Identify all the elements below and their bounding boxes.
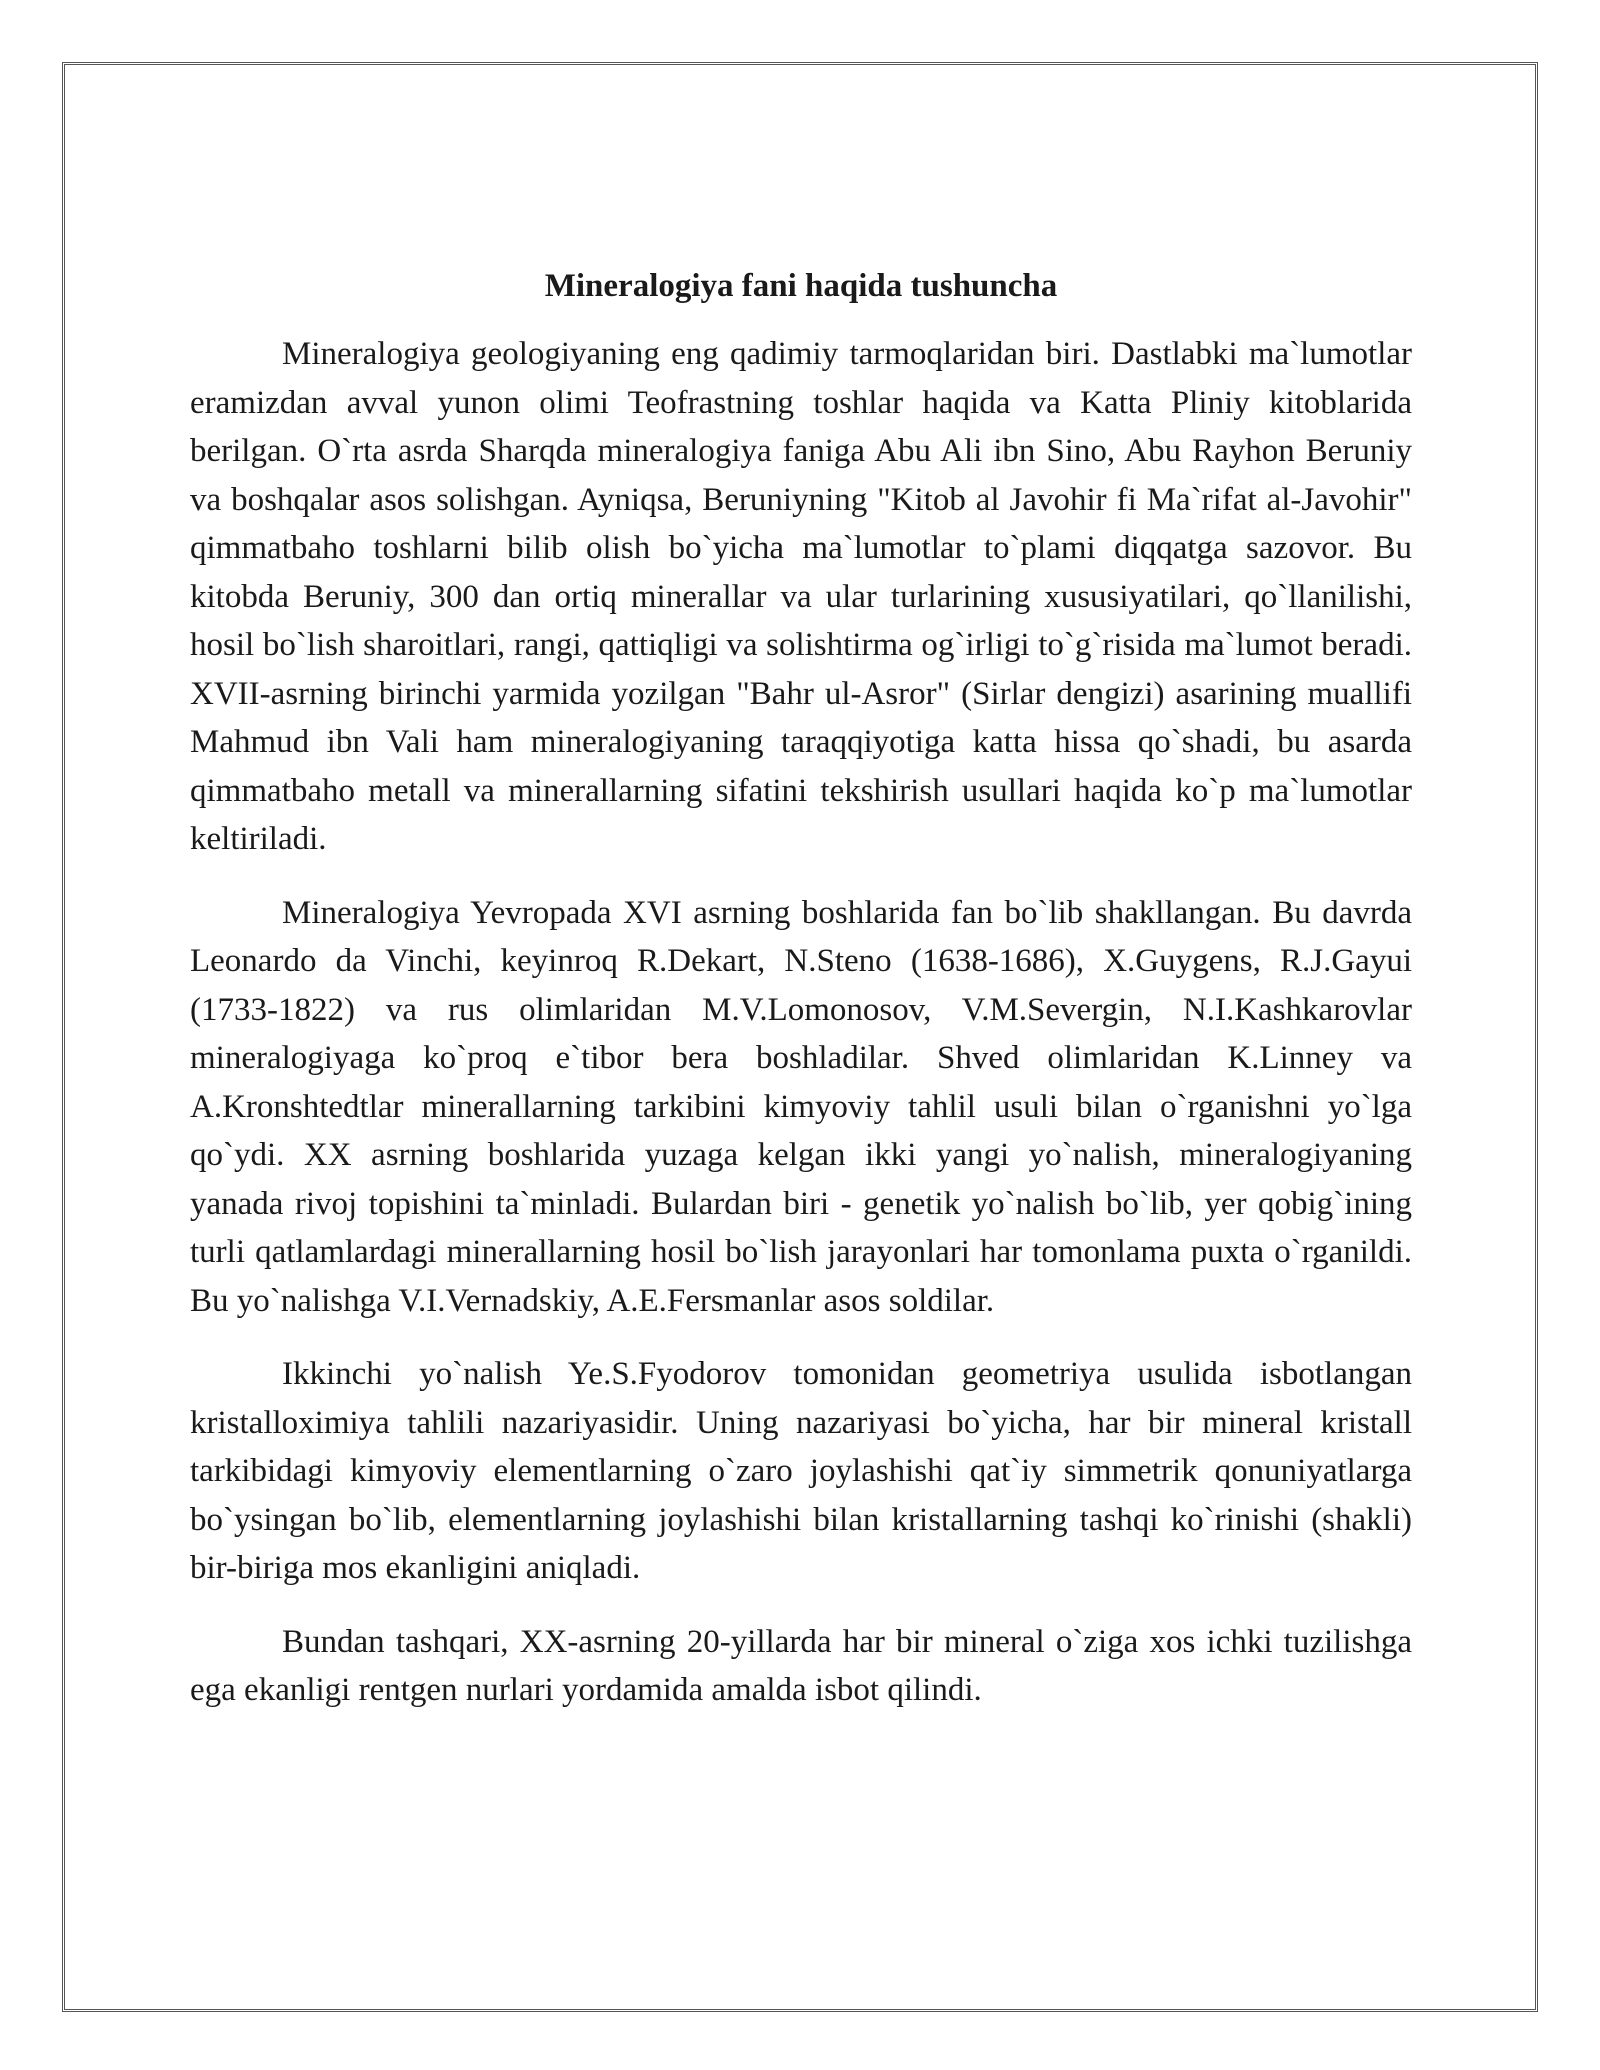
paragraph-xray: Bundan tashqari, XX-asrning 20-yillarda har bir mineral o`ziga xos ichki tuzilishga ega ekanligi rentgen nurlari yordamida amalda isbot qilindi. [190,1623,1412,1708]
paragraph-crystallochemistry: Ikkinchi yo`nalish Ye.S.Fyodorov tomonidan geometriya usulida isbotlangan kristalloximiya tahlili nazariyasidir. Uning nazariyasi bo`yicha, har bir mineral kristall tarkibidagi kimyoviy elementlarning o`zaro joylashishi qat`iy simmetrik qonuniyatlarga bo`ysingan bo`lib, elementlarning joylashishi bilan kristallarning tashqi ko`rinishi (shakli) bir-biriga mos ekanligini aniqladi. [190,1356,1412,1586]
document-body [190,262,1412,1740]
paragraph-history-east: Mineralogiya geologiyaning eng qadimiy tarmoqlaridan biri. Dastlabki ma`lumotlar eramizdan avval yunon olimi Teofrastning toshlar haqida va Katta Pliniy kitoblarida berilgan. O`rta asrda Sharqda mineralogiya faniga Abu Ali ibn Sino, Abu Rayhon Beruniy va boshqalar asos solishgan. Ayniqsa, Beruniyning "Kitob al Javohir fi Ma`rifat al-Javohir" qimmatbaho toshlarni bilib olish bo`yicha ma`lumotlar to`plami diqqatga sazovor. Bu kitobda Beruniy, 300 dan ortiq minerallar va ular turlarining xususiyatilari, qo`llanilishi, hosil bo`lish sharoitlari, rangi, qattiqligi va solishtirma og`irligi to`g`risida ma`lumot beradi. XVII-asrning birinchi yarmida yozilgan "Bahr ul-Asror" (Sirlar dengizi) asarining muallifi Mahmud ibn Vali ham mineralogiyaning taraqqiyotiga katta hissa qo`shadi, bu asarda qimmatbaho metall va minerallarning sifatini tekshirish usullari haqida ko`p ma`lumotlar keltiriladi. [190,336,1412,857]
document-title: Mineralogiya fani haqida tushuncha [544,268,1058,304]
paragraph-history-europe: Mineralogiya Yevropada XVI asrning boshlarida fan bo`lib shakllangan. Bu davrda Leonardo da Vinchi, keyinroq R.Dekart, N.Steno (1638-1686), X.Guygens, R.J.Gayui (1733-1822) va rus olimlaridan M.V.Lomonosov, V.M.Severgin, N.I.Kashkarovlar mineralogiyaga ko`proq e`tibor bera boshladilar. Shved olimlaridan K.Linney va A.Kronshtedtlar minerallarning tarkibini kimyoviy tahlil usuli bilan o`rganishni yo`lga qo`ydi. XX asrning boshlarida yuzaga kelgan ikki yangi yo`nalish, mineralogiyaning yanada rivoj topishini ta`minladi. Bulardan biri - genetik yo`nalish bo`lib, yer qobig`ining turli qatlamlardagi minerallarning hosil bo`lish jarayonlari har tomonlama puxta o`rganildi. Bu yo`nalishga V.I.Vernadskiy, A.E.Fersmanlar asos soldilar. [190,894,1412,1319]
